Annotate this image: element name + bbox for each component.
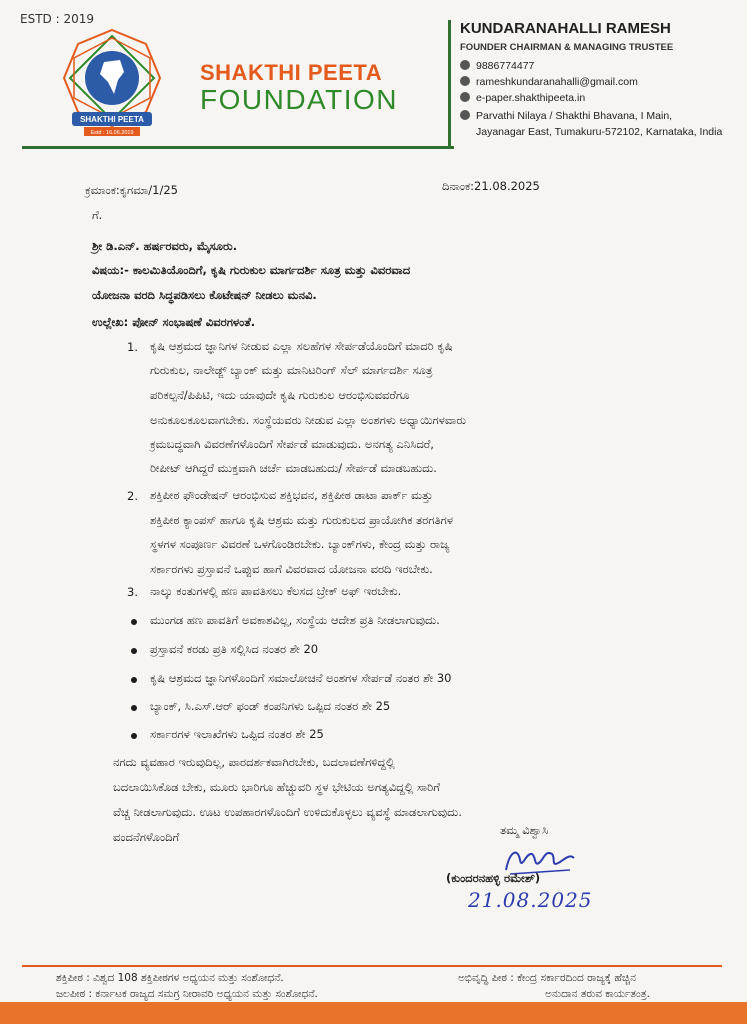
point-line: ಕ್ರಮಬದ್ಧವಾಗಿ ವಿವರಣೆಗಳೊಂದಿಗೆ ಸೇರ್ಪಡೆ ಮಾಡುವುದು. ಅನಗತ್ಯ ಎನಿಸಿದರೆ, — [150, 437, 434, 451]
footer-bar — [0, 1002, 747, 1024]
footer-left-1: ಶಕ್ತಿಪೀಠ : ವಿಶ್ವದ 108 ಶಕ್ತಿಪೀಠಗಳ ಅಧ್ಯಯನ ಮತ್ತು ಸಂಶೋಧನೆ. — [56, 972, 284, 984]
address-line1: Parvathi Nilaya / Shakthi Bhavana, I Main, — [460, 110, 672, 122]
trustee-title: FOUNDER CHAIRMAN & MANAGING TRUSTEE — [460, 42, 674, 53]
email-contact: rameshkundaranahalli@gmail.com — [460, 76, 638, 88]
closing-line: ನಗದು ವ್ಯವಹಾರ ಇರುವುದಿಲ್ಲ, ಪಾರದರ್ಶಕವಾಗಿರಬೇಕು, ಬದಲಾವಣೆಗಳಿದ್ದಲ್ಲಿ — [113, 755, 395, 769]
point-line: ಶಕ್ತಿಪೀಠ ಫೌಂಡೇಷನ್ ಆರಂಭಿಸುವ ಶಕ್ತಿಭವನ, ಶಕ್ತಿಪೀಠ ಡಾಟಾ ಪಾರ್ಕ್ ಮತ್ತು — [150, 488, 433, 502]
point-number: 3. — [127, 585, 138, 599]
footer-right-2: ಅನುದಾನ ತರುವ ಕಾರ್ಯತಂತ್ರ. — [545, 988, 650, 1000]
shakthi-peeta-logo — [62, 28, 162, 138]
closing-line: ವೆಚ್ಚ ನೀಡಲಾಗುವುದು. ಊಟ ಉಪಹಾರಗಳೊಂದಿಗೆ ಉಳಿದುಕೊಳ್ಳಲು ವ್ಯವಸ್ಥೆ ಮಾಡಲಾಗುವುದು. — [113, 805, 462, 819]
subject-line-2: ಯೋಜನಾ ವರದಿ ಸಿದ್ಧಪಡಿಸಲು ಕೊಟೇಷನ್ ನೀಡಲು ಮನವಿ. — [92, 288, 317, 302]
phone-contact: 9886774477 — [460, 60, 534, 72]
footer-divider — [22, 965, 722, 967]
email-icon — [460, 76, 470, 86]
recipient: ಶ್ರೀ ಡಿ.ಎನ್. ಹರ್ಷರವರು, ಮೈಸೂರು. — [92, 239, 238, 253]
point-line: ಶಕ್ತಿಪೀಠ ಕ್ಯಾಂಪಸ್ ಹಾಗೂ ಕೃಷಿ ಆಶ್ರಮ ಮತ್ತು ಗುರುಕುಲದ ಪ್ರಾಯೋಗಿಕ ತರಗತಿಗಳ — [150, 513, 454, 527]
header-divider — [22, 146, 454, 149]
to-label: ಗೆ. — [92, 208, 103, 222]
point-line: ಕೃಷಿ ಆಶ್ರಮದ ಜ್ಞಾನಿಗಳ ನೀಡುವ ಎಲ್ಲಾ ಸಲಹೆಗಳ ಸೇರ್ಪಡೆಯೊಂದಿಗೆ ಮಾದರಿ ಕೃಷಿ — [150, 339, 453, 353]
location-icon — [460, 110, 470, 120]
point-line: ಅನುಕೂಲಕೂಲವಾಗಬೇಕು. ಸಂಸ್ಥೆಯವರು ನೀಡುವ ಎಲ್ಲಾ ಅಂಶಗಳು ಅಧ್ಯಾಯಿಗಳವಾರು — [150, 413, 467, 427]
logo-estd: Estd : 16.06.2019 — [90, 130, 134, 136]
point-line: ಪರಿಕಲ್ಪನೆ/ಪಿಪಿಟಿ, ಇದು ಯಾವುದೇ ಕೃಷಿ ಗುರುಕುಲ ಆರಂಭಿಸುವವರೆಗೂ — [150, 388, 410, 402]
website-contact: e-paper.shakthipeeta.in — [460, 92, 585, 104]
signatory-name: (ಕುಂದರನಹಳ್ಳಿ ರಮೇಶ್) — [446, 871, 541, 885]
point-number: 2. — [127, 489, 138, 503]
bullet-dot — [131, 733, 137, 739]
bullet-dot — [131, 619, 137, 625]
org-name-line1: SHAKTHI PEETA — [200, 60, 383, 85]
letter-date: ದಿನಾಂಕ:21.08.2025 — [442, 179, 540, 193]
bullet-item: ಪ್ರಸ್ತಾವನೆ ಕರಡು ಪ್ರತಿ ಸಲ್ಲಿಸಿದ ನಂತರ ಶೇ 20 — [150, 642, 319, 656]
point-line: ಸರ್ಕಾರಗಳು ಪ್ರಸ್ತಾವನೆ ಒಪ್ಪುವ ಹಾಗೆ ವಿವರವಾದ ಯೋಜನಾ ವರದಿ ಇರಬೇಕು. — [150, 562, 433, 576]
bullet-item: ಸರ್ಕಾರಗಳ ಇಲಾಖೆಗಳು ಒಪ್ಪಿದ ನಂತರ ಶೇ 25 — [150, 727, 324, 741]
regards: ವಂದನೆಗಳೊಂದಿಗೆ — [113, 830, 180, 844]
bullet-item: ಬ್ಯಾಂಕ್, ಸಿ.ಎಸ್.ಆರ್ ಫಂಡ್ ಕಂಪನಿಗಳು ಒಪ್ಪಿದ ನಂತರ ಶೇ 25 — [150, 699, 391, 713]
bullet-item: ಮುಂಗಡ ಹಣ ಪಾವತಿಗೆ ಅವಕಾಶವಿಲ್ಲ, ಸಂಸ್ಥೆಯ ಆದೇಶ ಪ್ರತಿ ನೀಡಲಾಗುವುದು. — [150, 613, 440, 627]
point-number: 1. — [127, 340, 138, 354]
reference-line: ಉಲ್ಲೇಖ: ಪೋನ್ ಸಂಭಾಷಣೆ ವಿವರಗಳಂತೆ. — [92, 315, 256, 329]
point-line: ರೀಪೀಟ್ ಆಗಿದ್ದರೆ ಮುಕ್ತವಾಗಿ ಚರ್ಚೆ ಮಾಡಬಹುದು/ ಸೇರ್ಪಡೆ ಮಾಡಬಹುದು. — [150, 461, 437, 475]
bullet-dot — [131, 648, 137, 654]
closing-line: ಬದಲಾಯಿಸಿಕೊಡ ಬೇಕು, ಮೂರು ಭಾರಿಗೂ ಹೆಚ್ಚುವರಿ ಸ್ಥಳ ಭೇಟಿಯ ಅಗತ್ಯವಿದ್ದಲ್ಲಿ ಸಾರಿಗೆ — [113, 780, 440, 794]
logo-label: SHAKTHI PEETA — [80, 115, 144, 124]
bullet-item: ಕೃಷಿ ಆಶ್ರಮದ ಜ್ಞಾನಿಗಳೊಂದಿಗೆ ಸಮಾಲೋಚನೆ ಅಂಶಗಳ ಸೇರ್ಪಡೆ ನಂತರ ಶೇ 30 — [150, 671, 452, 685]
footer-right-1: ಅಭಿವೃದ್ಧಿ ಪೀಠ : ಕೇಂದ್ರ ಸರ್ಕಾರದಿಂದ ರಾಜ್ಯಕ್ಕೆ ಹೆಚ್ಚಿನ — [458, 972, 636, 984]
trustee-name: KUNDARANAHALLI RAMESH — [460, 20, 671, 37]
point-line: ಗುರುಕುಲ, ನಾಲೇಡ್ಜ್ ಬ್ಯಾಂಕ್ ಮತ್ತು ಮಾನಿಟರಿಂಗ್ ಸೆಲ್ ಮಾರ್ಗದರ್ಶಿ ಸೂತ್ರ — [150, 363, 433, 377]
address-line2: Jayanagar East, Tumakuru-572102, Karnataka, India — [476, 126, 723, 138]
org-name-line2: FOUNDATION — [200, 84, 399, 115]
point-line: ನಾಲ್ಕು ಕಂತುಗಳಲ್ಲಿ ಹಣ ಪಾವತಿಸಲು ಕೆಲಸದ ಬ್ರೇಕ್ ಅಫ್ ಇರಬೇಕು. — [150, 584, 402, 598]
footer-left-2: ಜಲಪೀಠ : ಕರ್ನಾಟಕ ರಾಜ್ಯದ ಸಮಗ್ರ ನೀರಾವರಿ ಅಧ್ಯಯನ ಮತ್ತು ಸಂಶೋಧನೆ. — [56, 988, 318, 1000]
yours-faithfully: ತಮ್ಮ ವಿಶ್ವಾಸಿ — [500, 823, 549, 837]
bullet-dot — [131, 705, 137, 711]
point-line: ಸ್ಥಳಗಳ ಸಂಪೂರ್ಣ ವಿವರಣೆ ಒಳಗೊಂಡಿರಬೇಕು. ಬ್ಯಾಂಕ್‌ಗಳು, ಕೇಂದ್ರ ಮತ್ತು ರಾಜ್ಯ — [150, 537, 450, 551]
handwritten-date: 21.08.2025 — [468, 888, 593, 912]
reference-number: ಕ್ರಮಾಂಕ:ಕೃಗಮಾ/1/25 — [85, 183, 178, 197]
subject-line-1: ವಿಷಯ:- ಕಾಲಮಿತಿಯೊಂದಿಗೆ, ಕೃಷಿ ಗುರುಕುಲ ಮಾರ್ಗದರ್ಶಿ ಸೂತ್ರ ಮತ್ತು ವಿವರವಾದ — [92, 263, 411, 277]
phone-icon — [460, 60, 470, 70]
bullet-dot — [131, 677, 137, 683]
globe-icon — [460, 92, 470, 102]
header-vertical-divider — [448, 20, 451, 148]
established-year: ESTD : 2019 — [20, 12, 94, 26]
